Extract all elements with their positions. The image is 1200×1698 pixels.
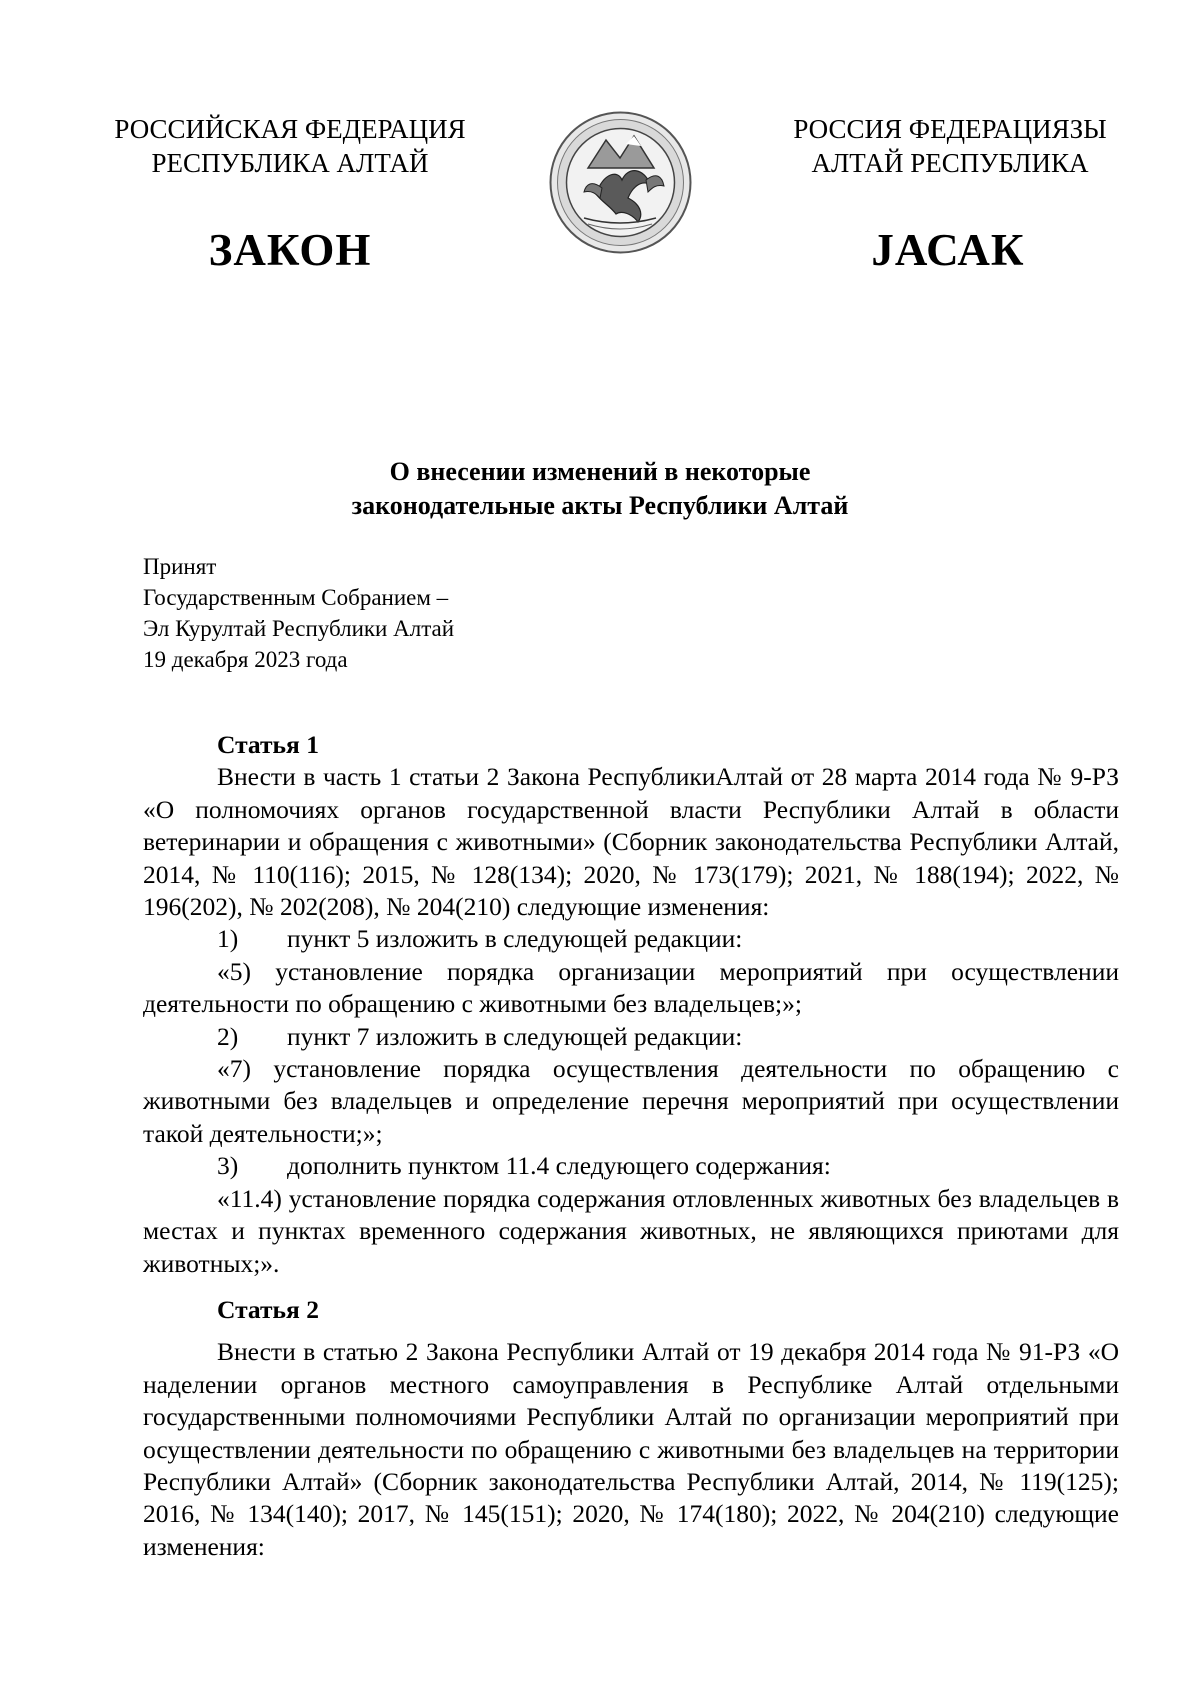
article-1-item-3 bbox=[143, 1150, 1119, 1182]
document-title-line-2: законодательные акты Республики Алтай bbox=[351, 491, 849, 520]
law-title-altai: JАСАК bbox=[871, 225, 1025, 275]
adoption-date: 19 декабря 2023 года bbox=[143, 647, 348, 672]
article-1-heading: Статья 1 bbox=[217, 730, 319, 759]
header-right-line-2: АЛТАЙ РЕСПУБЛИКА bbox=[811, 148, 1089, 178]
item-number: 1) bbox=[217, 924, 239, 954]
item-number: 3) bbox=[217, 1151, 239, 1181]
adoption-line-1: Принят bbox=[143, 554, 217, 579]
item-text: пункт 7 изложить в следующей редакции: bbox=[287, 1021, 743, 1051]
document-body bbox=[143, 729, 1119, 1563]
article-2-heading: Статья 2 bbox=[217, 1294, 319, 1324]
article-1-item-2 bbox=[143, 1021, 1119, 1053]
item-text: пункт 5 изложить в следующей редакции: bbox=[287, 924, 743, 954]
adoption-line-3: Эл Курултай Республики Алтай bbox=[143, 616, 455, 641]
article-1-intro: Внести в часть 1 статьи 2 Закона РеспубликиАлтай от 28 марта 2014 года № 9-РЗ «О полномочиях органов государственной власти Республики Алтай в области ветеринарии и обращения с животными» (Сборник законодательства Республики Алтай, 2014, № 110(116); 2015, № 128(134); 2020, № 173(179); 2021, № 188(194); 2022, № 196(202), № 202(208), № 204(210) следующие изменения: bbox=[143, 762, 1119, 922]
header-left-line-1: РОССИЙСКАЯ ФЕДЕРАЦИЯ bbox=[114, 114, 466, 144]
header-right-line-1: РОССИЯ ФЕДЕРАЦИЯЗЫ bbox=[793, 114, 1107, 144]
article-1-item-3-quote: «11.4) установление порядка содержания отловленных животных без владельцев в местах и пунктах временного содержания животных, не являющихся приютами для животных;». bbox=[143, 1183, 1119, 1278]
document-title bbox=[0, 455, 1200, 523]
document-title-line-1: О внесении изменений в некоторые bbox=[389, 457, 811, 486]
item-number: 2) bbox=[217, 1021, 239, 1051]
article-2-intro: Внести в статью 2 Закона Республики Алтай от 19 декабря 2014 года № 91-РЗ «О наделении органов местного самоуправления в Республике Алтай отдельными государственными полномочиями Республики Алтай по организации мероприятий при осуществлении деятельности по обращению с животными без владельцев на территории Республики Алтай» (Сборник законодательства Республики Алтай, 2014, № 119(125); 2016, № 134(140); 2017, № 145(151); 2020, № 174(180); 2022, № 204(210) следующие изменения: bbox=[143, 1337, 1119, 1561]
item-text: дополнить пунктом 11.4 следующего содержания: bbox=[287, 1151, 831, 1181]
header-left-line-2: РЕСПУБЛИКА АЛТАЙ bbox=[151, 148, 429, 178]
adoption-block bbox=[143, 551, 454, 675]
header-left bbox=[80, 112, 500, 180]
header-right bbox=[740, 112, 1160, 180]
adoption-line-2: Государственным Собранием – bbox=[143, 585, 449, 610]
altai-republic-emblem-icon bbox=[548, 110, 693, 255]
article-1-item-2-quote: «7) установление порядка осуществления деятельности по обращению с животными без владельцев и определение перечня мероприятий при осуществлении такой деятельности;»; bbox=[143, 1054, 1119, 1148]
article-1-item-1-quote: «5) установление порядка организации мероприятий при осуществлении деятельности по обращению с животными без владельцев;»; bbox=[143, 956, 1119, 1019]
law-title-russian: ЗАКОН bbox=[208, 225, 372, 275]
article-1-item-1 bbox=[143, 923, 1119, 955]
